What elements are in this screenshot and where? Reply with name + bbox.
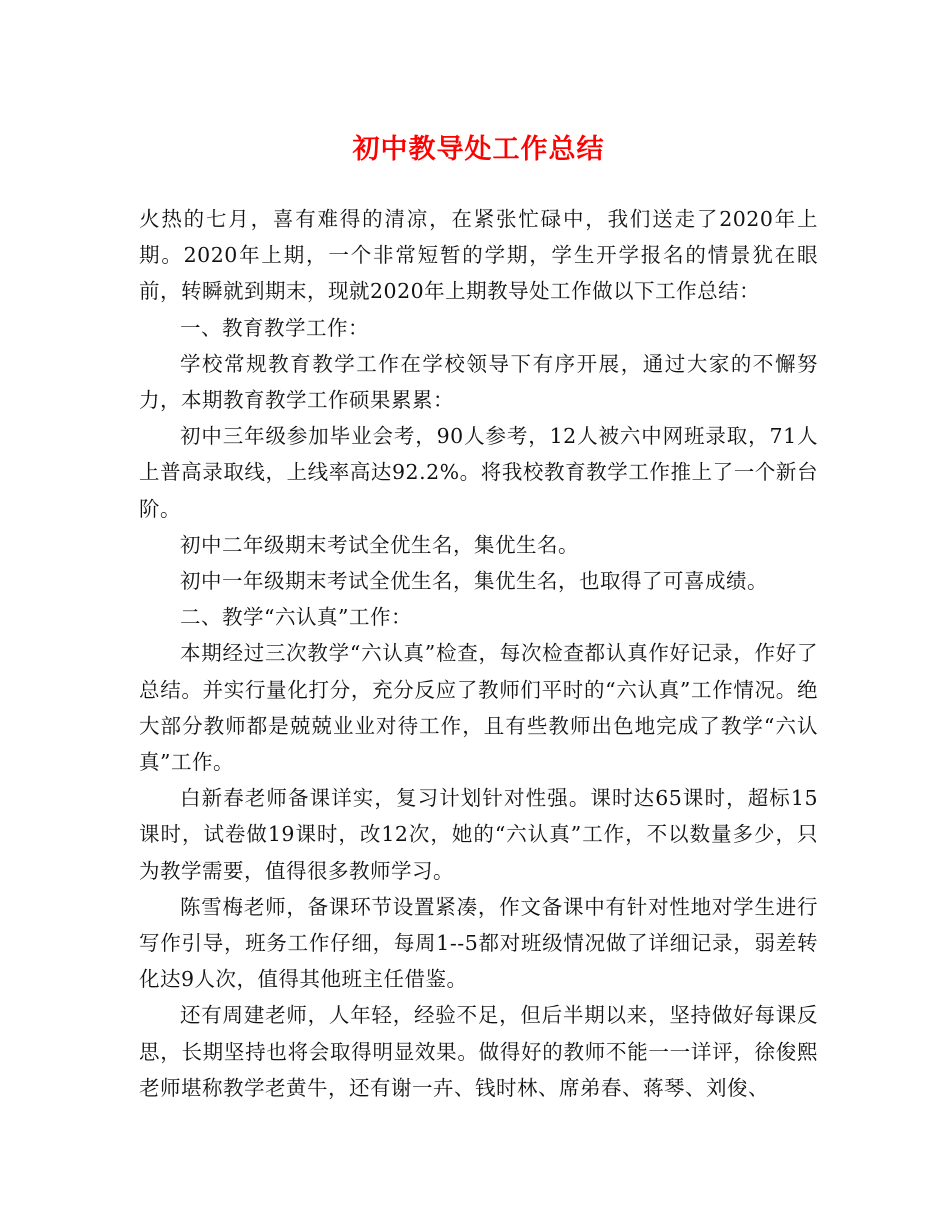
document-body <box>139 201 818 1106</box>
document-title: 初中教导处工作总结 <box>352 134 605 165</box>
body-paragraph: 火热的七月，喜有难得的清凉，在紧张忙碌中，我们送走了2020年上期。2020年上期，一个非常短暂的学期，学生开学报名的情景犹在眼前，转瞬就到期末，现就2020年上期教导处工作做以下工作总结： <box>139 207 818 304</box>
body-paragraph: 还有周建老师，人年轻，经验不足，但后半期以来，坚持做好每课反思，长期坚持也将会取得明显效果。做得好的教师不能一一详评，徐俊熙老师堪称教学老黄牛，还有谢一卉、钱时林、席弟春、蒋琴、刘俊、 <box>139 1003 818 1100</box>
body-paragraph: 二、教学“六认真”工作： <box>180 605 412 630</box>
body-paragraph: 初中一年级期末考试全优生名，集优生名，也取得了可喜成绩。 <box>180 569 768 594</box>
body-paragraph: 本期经过三次教学“六认真”检查，每次检查都认真作好记录，作好了总结。并实行量化打分，充分反应了教师们平时的“六认真”工作情况。绝大部分教师都是兢兢业业对待工作，且有些教师出色地完成了教学“六认真”工作。 <box>139 641 818 775</box>
body-paragraph: 学校常规教育教学工作在学校领导下有序开展，通过大家的不懈努力，本期教育教学工作硕果累累： <box>139 351 818 413</box>
body-paragraph: 白新春老师备课详实，复习计划针对性强。课时达65课时，超标15课时，试卷做19课时，改12次，她的“六认真”工作，不以数量多少，只为教学需要，值得很多教师学习。 <box>139 786 818 883</box>
body-paragraph: 初中三年级参加毕业会考，90人参考，12人被六中网班录取，71人上普高录取线，上线率高达92.2%。将我校教育教学工作推上了一个新台阶。 <box>139 424 818 521</box>
body-paragraph: 陈雪梅老师，备课环节设置紧凑，作文备课中有针对性地对学生进行写作引导，班务工作仔细，每周1--5都对班级情况做了详细记录，弱差转化达9人次，值得其他班主任借鉴。 <box>139 894 818 992</box>
body-paragraph: 一、教育教学工作： <box>180 315 369 340</box>
body-paragraph: 初中二年级期末考试全优生名，集优生名。 <box>180 532 579 557</box>
